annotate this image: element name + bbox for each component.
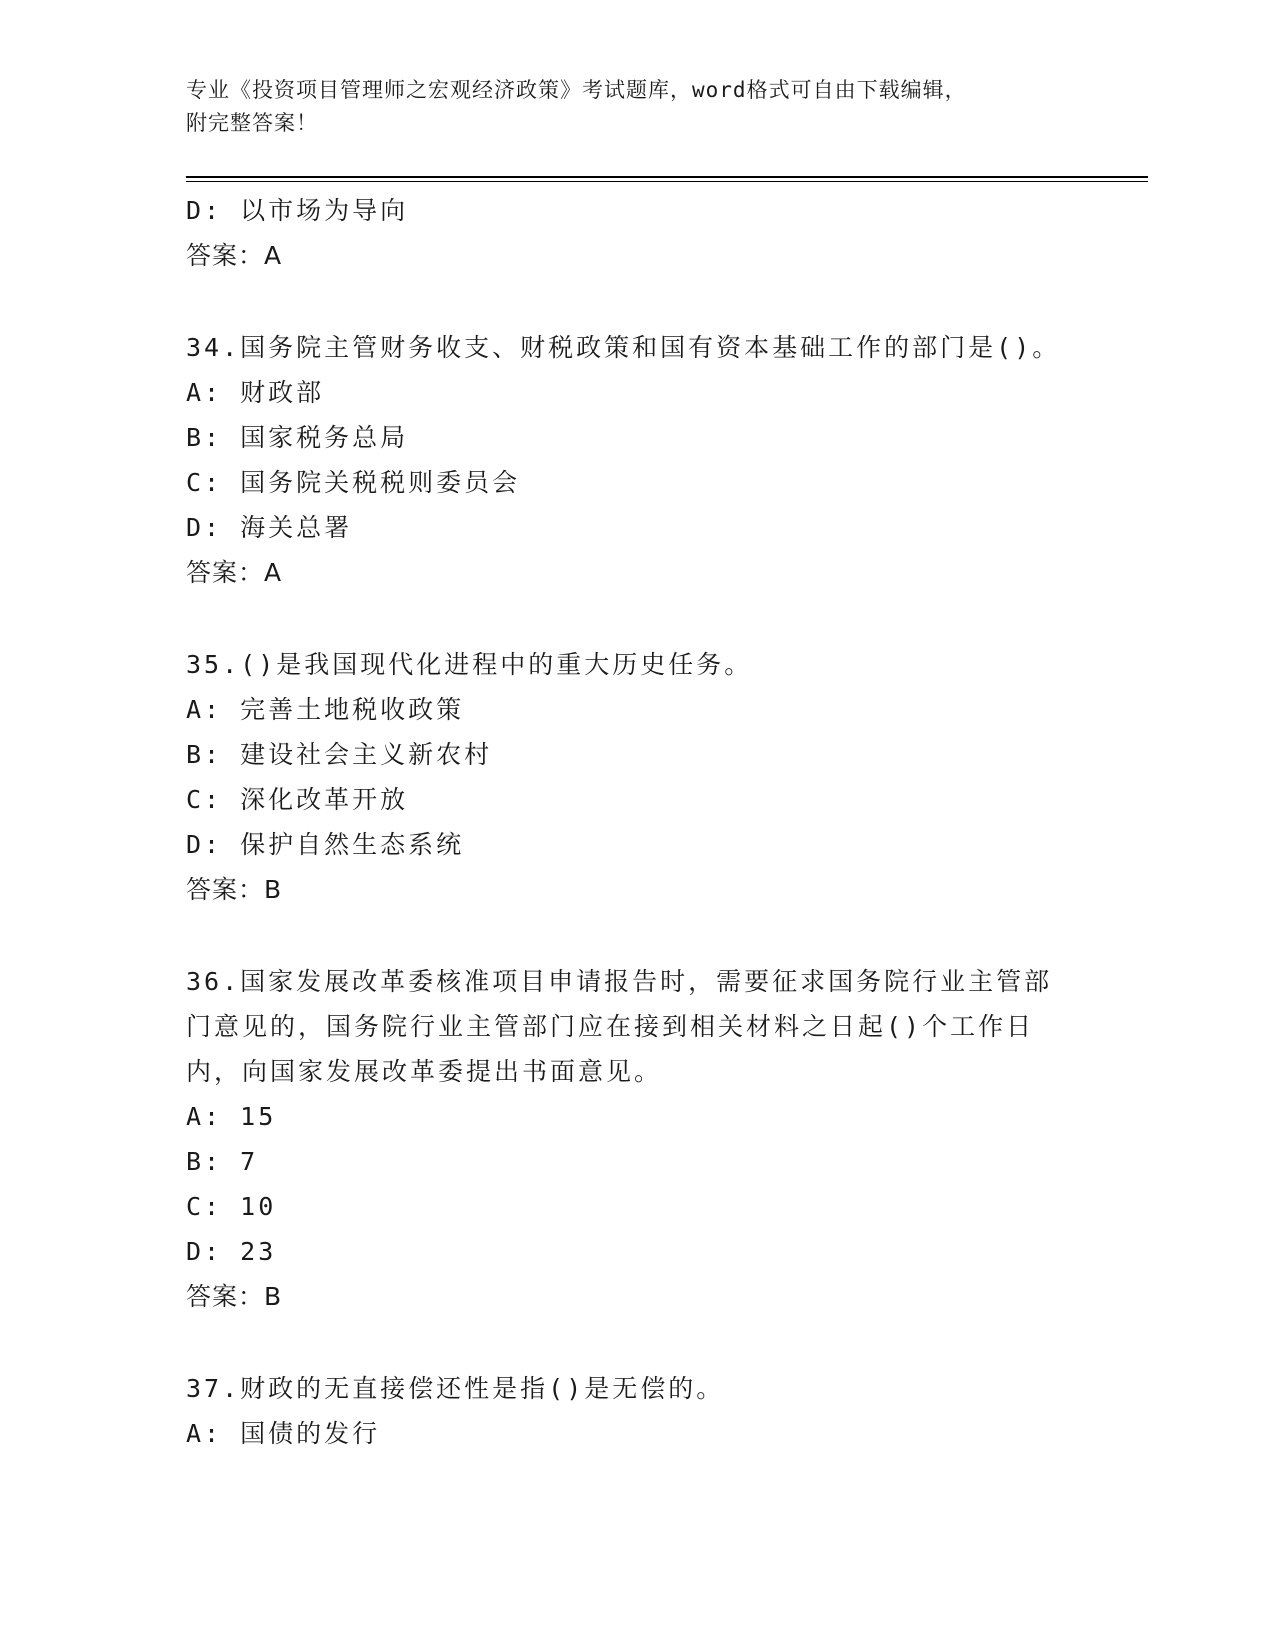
option-d: D: 海关总署 bbox=[186, 513, 353, 542]
option-a: A: 国债的发行 bbox=[186, 1419, 381, 1448]
previous-question-tail bbox=[186, 188, 1086, 278]
question-text: 37.财政的无直接偿还性是指()是无偿的。 bbox=[186, 1374, 725, 1403]
question-text-line-2: 门意见的，国务院行业主管部门应在接到相关材料之日起()个工作日 bbox=[186, 1012, 1035, 1041]
header-rule-thin bbox=[186, 181, 1148, 182]
header-line-2: 附完整答案！ bbox=[186, 111, 318, 135]
option-c: C: 国务院关税税则委员会 bbox=[186, 468, 521, 497]
option-a: A: 财政部 bbox=[186, 378, 325, 407]
question-list bbox=[186, 188, 1086, 1456]
question-35 bbox=[186, 642, 1086, 912]
option-d: D: 保护自然生态系统 bbox=[186, 830, 465, 859]
answer-line: 答案：B bbox=[186, 1282, 283, 1311]
question-text-line-3: 内，向国家发展改革委提出书面意见。 bbox=[186, 1057, 663, 1086]
option-a: A: 完善土地税收政策 bbox=[186, 695, 465, 724]
option-c: C: 深化改革开放 bbox=[186, 785, 409, 814]
header-rule-thick bbox=[186, 176, 1148, 178]
question-37 bbox=[186, 1366, 1086, 1456]
header-line-1: 专业《投资项目管理师之宏观经济政策》考试题库，word格式可自由下载编辑， bbox=[186, 78, 967, 102]
option-d: D: 23 bbox=[186, 1237, 277, 1266]
question-36 bbox=[186, 959, 1086, 1319]
answer-line: 答案：A bbox=[186, 558, 283, 587]
answer-line: 答案：A bbox=[186, 241, 283, 270]
question-text: 34.国务院主管财务收支、财税政策和国有资本基础工作的部门是()。 bbox=[186, 333, 1061, 362]
question-text-line-1: 36.国家发展改革委核准项目申请报告时，需要征求国务院行业主管部 bbox=[186, 967, 1053, 996]
option-b: B: 7 bbox=[186, 1147, 259, 1176]
option-a: A: 15 bbox=[186, 1102, 277, 1131]
option-b: B: 国家税务总局 bbox=[186, 423, 409, 452]
option-c: C: 10 bbox=[186, 1192, 277, 1221]
question-34 bbox=[186, 325, 1086, 595]
option-b: B: 建设社会主义新农村 bbox=[186, 740, 493, 769]
option-d: D: 以市场为导向 bbox=[186, 196, 409, 225]
page-header bbox=[186, 74, 1066, 140]
question-text: 35.()是我国现代化进程中的重大历史任务。 bbox=[186, 650, 753, 679]
answer-line: 答案：B bbox=[186, 875, 283, 904]
